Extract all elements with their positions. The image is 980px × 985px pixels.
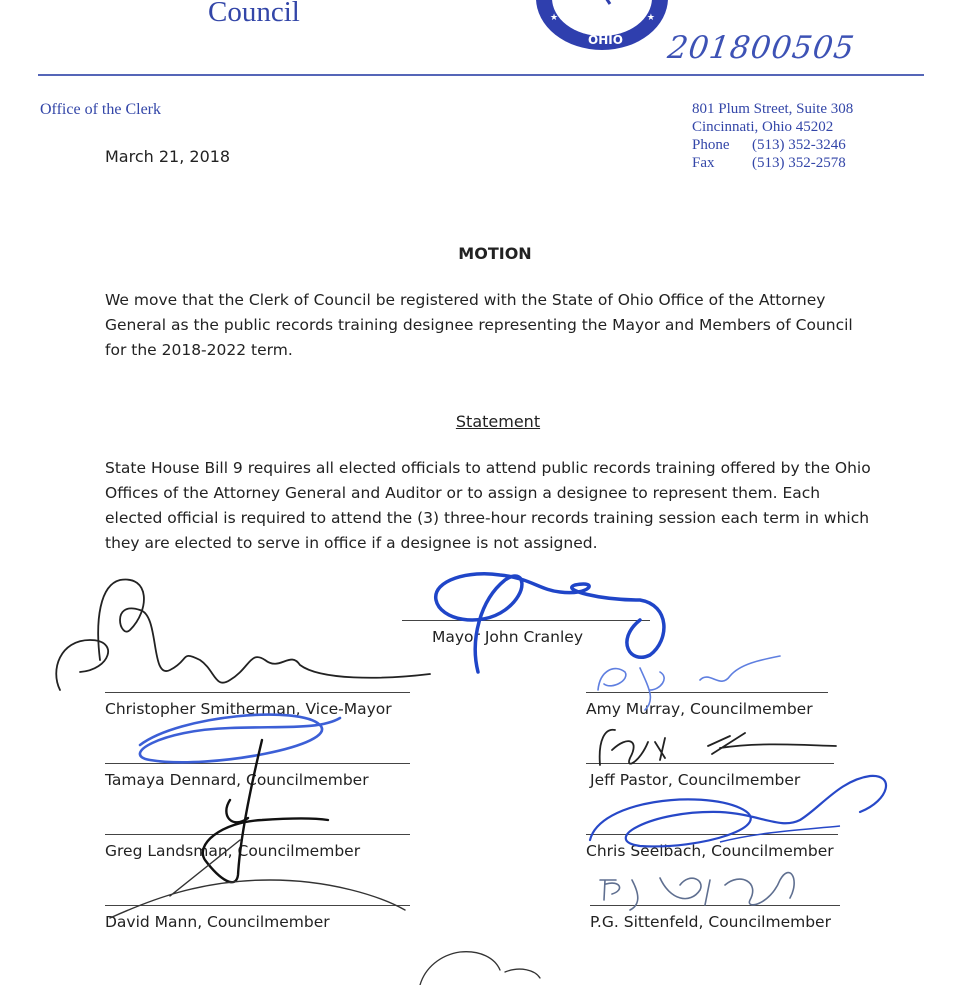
signature-mayor	[436, 574, 664, 672]
council-heading: Council	[208, 0, 300, 28]
signature-line-mayor	[402, 620, 650, 621]
signatory-mayor: Mayor John Cranley	[432, 628, 583, 646]
phone-number: (513) 352-3246	[752, 137, 846, 153]
office-name: Office of the Clerk	[40, 101, 161, 118]
signatory-pastor: Jeff Pastor, Councilmember	[590, 771, 801, 789]
statement-title: Statement	[455, 412, 541, 431]
phone-label: Phone	[692, 137, 730, 153]
signatory-smitherman: Christopher Smitherman, Vice-Mayor	[105, 700, 392, 718]
signature-line-smitherman	[105, 692, 410, 693]
fax-number: (513) 352-2578	[752, 155, 846, 171]
office-address	[692, 100, 853, 172]
signatory-landsman: Greg Landsman, Councilmember	[105, 842, 361, 860]
signature-line-pastor	[586, 763, 834, 764]
signatory-seelbach: Chris Seelbach, Councilmember	[586, 842, 834, 860]
seal-text: OHIO	[588, 33, 623, 47]
signature-line-landsman	[105, 834, 410, 835]
signature-line-mann	[105, 905, 410, 906]
motion-text: We move that the Clerk of Council be registered with the State of Ohio Office of the Attorney General as the public records training designee representing the Mayor and Members of Council for the 2018-2022 term.	[105, 291, 853, 359]
letter-date: March 21, 2018	[105, 147, 231, 166]
statement-text: State House Bill 9 requires all elected officials to attend public records training offered by the Ohio Offices of the Attorney General and Auditor or to assign a designee to represent them. Each elected official is required to attend the (3) three-hour records training session each term in which they are elected to serve in office if a designee is not assigned.	[105, 459, 871, 552]
svg-text:★ ★: ★ ★	[636, 13, 655, 23]
signatory-sittenfeld: P.G. Sittenfeld, Councilmember	[590, 913, 831, 931]
motion-title: MOTION	[458, 244, 532, 263]
letterhead-divider	[38, 74, 924, 76]
svg-text:★ ★: ★ ★	[550, 13, 569, 23]
signatory-dennard: Tamaya Dennard, Councilmember	[105, 771, 369, 789]
address-street: 801 Plum Street, Suite 308	[692, 101, 854, 117]
signature-line-sittenfeld	[590, 905, 840, 906]
address-city: Cincinnati, Ohio 45202	[692, 119, 834, 135]
signatory-mann: David Mann, Councilmember	[105, 913, 330, 931]
signature-line-seelbach	[586, 834, 838, 835]
signature-line-dennard	[105, 763, 410, 764]
signature-pastor	[600, 730, 836, 765]
signature-smitherman	[56, 580, 430, 690]
signature-dennard	[140, 715, 340, 763]
handwritten-document-number: 201800505	[665, 30, 858, 66]
signatory-murray: Amy Murray, Councilmember	[586, 700, 813, 718]
city-seal-icon	[532, 0, 672, 52]
fax-label: Fax	[692, 155, 715, 171]
signature-line-murray	[586, 692, 828, 693]
signature-landsman	[203, 740, 328, 882]
